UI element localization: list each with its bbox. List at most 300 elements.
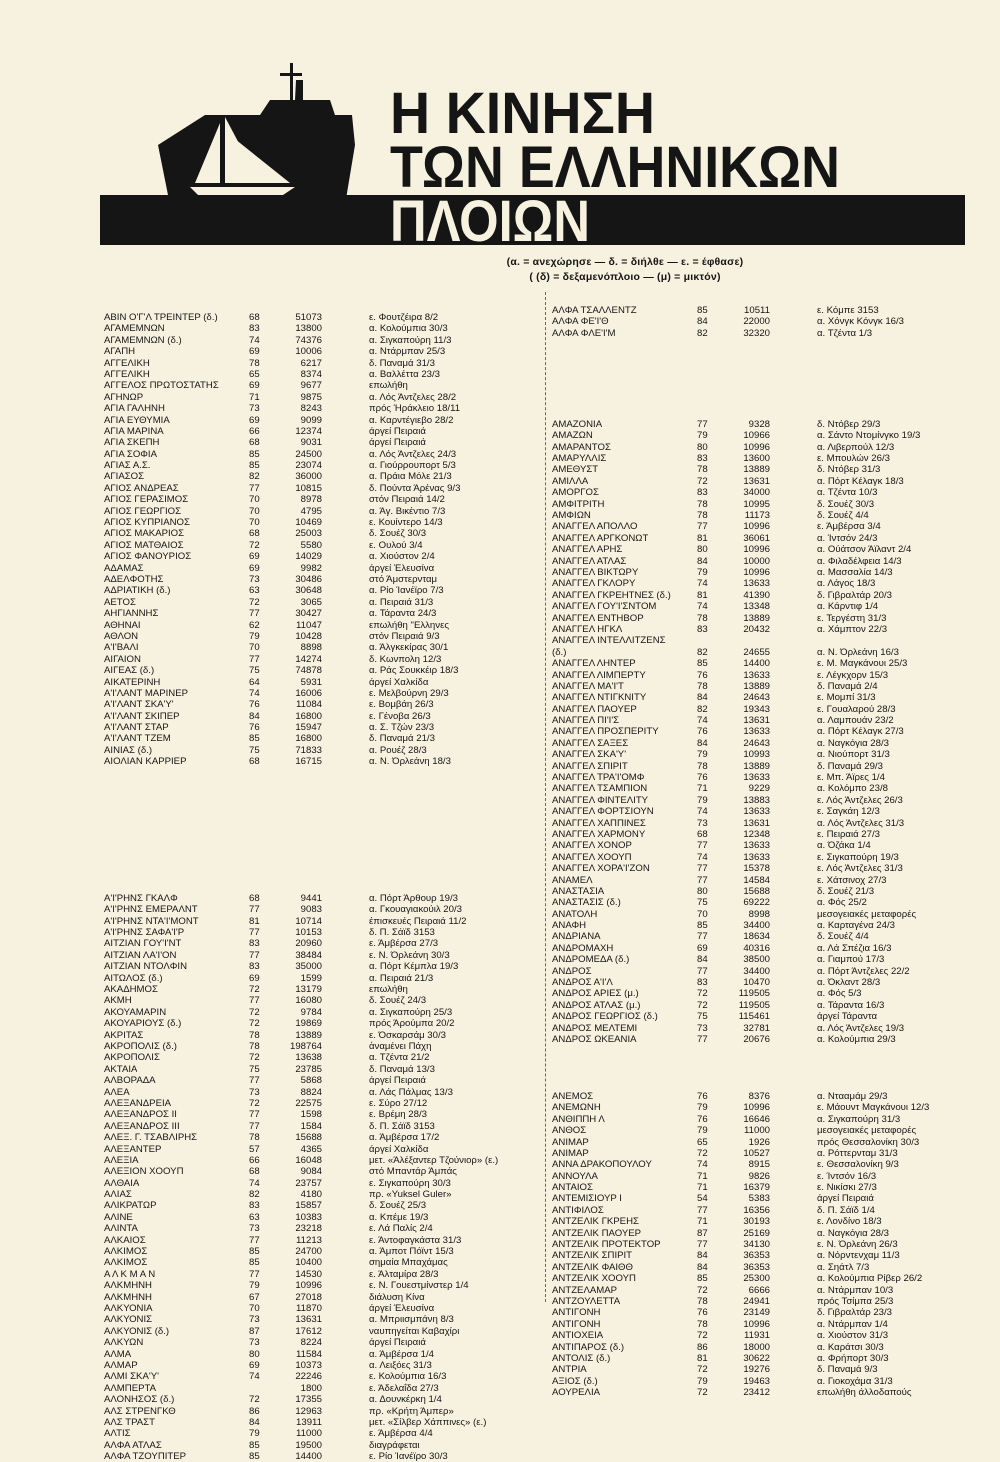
ship-row (104, 1383, 534, 1394)
ship-name: ΑΛΚΜΗΝΗ (104, 1280, 152, 1292)
ship-tonnage: 13889 (743, 680, 770, 692)
ship-age: 75 (697, 1011, 708, 1023)
ship-tonnage: 16800 (295, 733, 322, 745)
ship-row (552, 988, 982, 999)
title-line-3: ΠΛΟΙΩΝ (390, 189, 590, 250)
ship-status: α. Ντάρμπαν 10/3 (817, 1284, 894, 1296)
ship-age: 73 (249, 1223, 260, 1235)
ship-age: 72 (249, 1018, 260, 1030)
ship-status: α. Κάρντιφ 1/4 (817, 601, 879, 613)
ship-row (104, 551, 534, 562)
ship-name: ΑΓΙΟΣ ΓΕΩΡΓΙΟΣ (104, 505, 182, 517)
ship-name: ΑΚΟΥΑΡΙΟΥΣ (δ.) (104, 1018, 182, 1030)
ship-name: ΑΒΙΝ Ο'Γ'Λ ΤΡΕΙΝΤΕΡ (δ.) (104, 312, 218, 323)
ship-tonnage: 13889 (743, 760, 770, 772)
ship-name: ΑΝΑΓΓΕΛ ΑΡΗΣ (552, 544, 623, 556)
ship-row (104, 733, 534, 744)
ship-name: ΑΝΘΟΣ (552, 1125, 587, 1137)
ship-row (104, 1087, 534, 1098)
ship-status: ε. Άμβέρσα 3/4 (817, 521, 881, 533)
ship-row (552, 305, 982, 316)
ship-row (552, 920, 982, 931)
ship-row (552, 726, 982, 737)
ship-row (552, 966, 982, 977)
ship-tonnage: 10383 (295, 1211, 322, 1223)
ship-age: 85 (249, 1246, 260, 1258)
ship-status: α. Άλγκεκίρας 30/1 (369, 642, 449, 654)
ship-status: α. Ρίο Ίανέϊρο 7/3 (369, 585, 444, 597)
ship-age: 73 (697, 1022, 708, 1034)
ship-name: ΑΝΕΜΟΣ (552, 1090, 594, 1102)
ship-name: ΑΙΤΖΙΑΝ ΓΟΥ'Ι'ΝΤ (104, 938, 182, 950)
ship-name: ΑΝΙΜΑΡ (552, 1136, 589, 1148)
ship-row (552, 1011, 982, 1022)
ship-status: ε. Μπ. Άϊρες 1/4 (817, 772, 885, 784)
ship-status: επωλήθη "Ελληνες (369, 619, 449, 631)
ship-row (104, 950, 534, 961)
ship-age: 77 (249, 1075, 260, 1087)
ship-age: 70 (697, 908, 708, 920)
left-column (104, 312, 534, 1462)
ship-age: 81 (697, 532, 708, 544)
ship-tonnage: 32781 (743, 1022, 770, 1034)
ship-tonnage: 16356 (743, 1204, 770, 1216)
row-spacer (552, 351, 982, 362)
ship-name: ΑΗΓΙΑΝΝΗΣ (104, 608, 159, 620)
ship-name: ΑΝΑΓΓΕΛ ΗΓΚΛ (552, 623, 623, 635)
ship-tonnage: 30648 (295, 585, 322, 597)
ship-row (552, 1262, 982, 1273)
ship-tonnage: 11584 (296, 1348, 322, 1360)
ship-tonnage: 38484 (295, 949, 322, 961)
ship-age: 78 (697, 1295, 708, 1307)
ship-status: ε. Ν. Όρλεάνη 26/3 (817, 1239, 898, 1251)
ship-age: 86 (249, 1405, 260, 1417)
ship-row (552, 647, 982, 658)
ship-name: ΑΓΗΝΩΡ (104, 391, 144, 403)
ship-tonnage: 13889 (295, 1029, 322, 1041)
ship-age: 79 (697, 566, 708, 578)
ship-age: 74 (697, 1159, 708, 1171)
ship-name: ΑΔΕΛΦΟΤΗΣ (104, 573, 164, 585)
ship-name: ΑΜΙΛΛΑ (552, 475, 589, 487)
ship-tonnage: 24655 (743, 646, 770, 658)
ship-name: ΑΝΑΓΓΕΛ ΝΤΙΓΚΝΙΤΥ (552, 692, 647, 704)
row-spacer (104, 882, 534, 893)
row-spacer (104, 825, 534, 836)
ship-age: 77 (249, 927, 260, 939)
ship-tonnage: 6217 (300, 357, 322, 369)
ship-row (552, 977, 982, 988)
ship-tonnage: 10993 (743, 749, 770, 761)
ship-silhouette-icon (158, 63, 355, 205)
ship-status: α. Καρταγένα 24/3 (817, 920, 895, 932)
ship-row (104, 1223, 534, 1234)
ship-tonnage: 13633 (743, 806, 770, 818)
ship-name: ΑΝΤΕΜΙΣΙΟΥΡ Ι (552, 1193, 622, 1205)
ship-age: 77 (249, 653, 260, 665)
ship-tonnage: 9328 (748, 418, 770, 430)
ship-age: 83 (697, 623, 708, 635)
ship-status: α. Λός Άντζελες 19/3 (817, 1022, 905, 1034)
ship-tonnage: 8376 (748, 1090, 770, 1102)
ship-name: ΑΛΤΙΣ (104, 1428, 131, 1440)
ship-tonnage: 19869 (295, 1018, 322, 1030)
ship-row (552, 1296, 982, 1307)
ship-name: ΑΛΣ ΤΡΑΣΤ (104, 1416, 155, 1428)
ship-tonnage: 41390 (743, 589, 770, 601)
ship-age: 74 (249, 1371, 260, 1383)
ship-age: 80 (697, 885, 708, 897)
ship-tonnage: 19463 (743, 1375, 770, 1387)
ship-name: Α'Ι'ΛΑΝΤ ΣΤΑΡ (104, 722, 169, 734)
column-divider (545, 292, 547, 1302)
ship-row (552, 487, 982, 498)
ship-row (552, 1376, 982, 1387)
ship-status: α. Λά Σπέζια 16/3 (817, 942, 892, 954)
ship-name: Α'Ι'ΡΗΝΣ ΣΑΦΑ'Ι'Ρ (104, 927, 185, 939)
ship-row (552, 681, 982, 692)
ship-row (104, 1326, 534, 1337)
ship-name: ΑΝΑΓΓΕΛ ΧΟΡΑ'Ι'ΖΟΝ (552, 863, 650, 875)
ship-name: ΑΓΑΜΕΜΝΩΝ (δ.) (104, 334, 182, 346)
ship-status: α. Πόρτ Άντζελες 22/2 (817, 965, 910, 977)
ship-status: ε. Νικίσκι 27/3 (817, 1182, 877, 1194)
ship-tonnage: 23757 (295, 1177, 322, 1189)
ship-row (552, 476, 982, 487)
ship-age: 70 (249, 505, 260, 517)
ship-status: α. Ρόττερνταμ 31/3 (817, 1147, 898, 1159)
ship-status: α. Ράς Σουκκέιρ 18/3 (369, 665, 459, 677)
ship-age: 72 (697, 1284, 708, 1296)
ship-row (552, 1102, 982, 1113)
ship-row (104, 494, 534, 505)
ship-status: ε. Χάτσινοχ 27/3 (817, 874, 887, 886)
ship-age: 69 (249, 380, 260, 392)
ship-row (552, 1239, 982, 1250)
ship-age: 80 (697, 441, 708, 453)
ship-status: α. Ντάρμπαν 1/4 (817, 1318, 888, 1330)
ship-row (104, 927, 534, 938)
ship-status: επωλήθη (369, 380, 408, 392)
ship-status: ε. Ουλού 3/4 (369, 539, 423, 551)
ship-row (104, 756, 534, 767)
ship-row (552, 544, 982, 555)
ship-tonnage: 23074 (295, 460, 322, 472)
ship-status: πρ. «Κρήτη Άμπερ» (369, 1405, 454, 1417)
ship-tonnage: 30486 (295, 573, 322, 585)
ship-tonnage: 10714 (295, 915, 322, 927)
ship-age: 84 (697, 954, 708, 966)
ship-name: ΑΝΑΓΓΕΛ ΕΝΤΗΒΟΡ (552, 612, 644, 624)
ship-name: ΑΝΑΓΓΕΛ ΧΟΟΥΠ (552, 851, 632, 863)
ship-age: 76 (697, 1113, 708, 1125)
ship-age: 84 (697, 737, 708, 749)
row-spacer (552, 408, 982, 419)
ship-age: 78 (697, 464, 708, 476)
ship-name: ΑΙΚΑΤΕΡΙΝΗ (104, 676, 161, 688)
ship-tonnage: 8998 (748, 908, 770, 920)
ship-tonnage: 13631 (295, 1314, 322, 1326)
ship-row (552, 1023, 982, 1034)
ship-status: δ. Π. Σάϊδ 3153 (369, 1120, 435, 1132)
row-spacer (552, 396, 982, 407)
ship-tonnage: 15947 (295, 722, 322, 734)
ship-status: α. Λός Άντζελες 28/2 (369, 391, 457, 403)
ship-name: ΑΛΕΞΑΝΔΡΟΣ ΙΙ (104, 1109, 177, 1121)
ship-row (552, 829, 982, 840)
ship-row (104, 1417, 534, 1428)
ship-tonnage: 115461 (738, 1011, 770, 1023)
ship-row (104, 471, 534, 482)
ship-status: δ. Παναμά 13/3 (369, 1063, 435, 1075)
ship-row (552, 852, 982, 863)
ship-tonnage: 17612 (295, 1325, 322, 1337)
ship-age: 83 (697, 453, 708, 465)
ship-age: 72 (249, 984, 260, 996)
ship-status: δ. Πούντα Άρένας 9/3 (369, 482, 461, 494)
ship-tonnage: 12348 (743, 828, 770, 840)
ship-row (104, 415, 534, 426)
ship-name: ΑΝΤΖΕΛΙΚ ΠΡΟΤΕΚΤΟΡ (552, 1239, 661, 1251)
ship-status: πρός Θεσσαλονίκη 30/3 (817, 1136, 920, 1148)
ship-name: ΑΜΕΘΥΣΤ (552, 464, 599, 476)
ship-tonnage: 23412 (743, 1387, 770, 1399)
ship-age: 70 (249, 494, 260, 506)
ship-tonnage: 34400 (743, 965, 770, 977)
ship-tonnage: 35000 (295, 961, 322, 973)
ship-name: ΑΓΙΑ ΕΥΘΥΜΙΑ (104, 414, 170, 426)
ship-row (552, 533, 982, 544)
ship-row (104, 540, 534, 551)
ship-name: Α'Ι'ΡΗΝΣ ΝΤΑ'Ι'ΜΟΝΤ (104, 915, 199, 927)
ship-status: α. Βαλλέττα 23/3 (369, 368, 441, 380)
ship-row (104, 517, 534, 528)
ship-status: α. Κπέμε 19/3 (369, 1211, 429, 1223)
ship-status: α. Πόρτ Κέλαγκ 18/3 (817, 475, 904, 487)
ship-name: ΑΓΙΟΣ ΑΝΔΡΕΑΣ (104, 482, 179, 494)
ship-age: 75 (249, 744, 260, 756)
ship-name: ΑΛΙΚΡΑΤΩΡ (104, 1200, 157, 1212)
ship-row (552, 840, 982, 851)
ship-tonnage: 13633 (743, 578, 770, 590)
ship-row (552, 601, 982, 612)
ship-tonnage: 8898 (300, 642, 322, 654)
ship-age: 83 (249, 961, 260, 973)
ship-tonnage: 9875 (300, 391, 322, 403)
ship-row (552, 1137, 982, 1148)
ship-row (552, 886, 982, 897)
ship-name: ΑΙΟΛΙΑΝ ΚΑΡΡΙΕΡ (104, 756, 187, 768)
ship-name: ΑΓΙΑ ΜΑΡΙΝΑ (104, 425, 164, 437)
ship-age: 62 (249, 619, 260, 631)
ship-row (552, 419, 982, 430)
ship-row (104, 597, 534, 608)
ship-row (552, 795, 982, 806)
ship-tonnage: 119505 (738, 988, 770, 1000)
ship-row (552, 806, 982, 817)
ship-row (552, 772, 982, 783)
ship-name: ΑΝΤΙΠΑΡΟΣ (δ.) (552, 1341, 625, 1353)
ship-name: ΑΝΑΓΓΕΛ ΑΡΓΚΟΝΩΤ (552, 532, 649, 544)
ship-age: 85 (697, 920, 708, 932)
ship-status: ε. Κουίντερο 14/3 (369, 517, 443, 529)
ship-name: ΑΝΙΜΑΡ (552, 1147, 589, 1159)
ship-name: ΑΔΑΜΑΣ (104, 562, 144, 574)
ship-status: α. Όζάκα 1/4 (817, 840, 871, 852)
ship-tonnage: 198764 (289, 1041, 322, 1052)
ship-status: α. Ντααμάμ 29/3 (817, 1090, 888, 1102)
ship-age: 87 (249, 1325, 260, 1337)
ship-tonnage: 22000 (743, 316, 770, 328)
ship-tonnage: 23218 (295, 1223, 322, 1235)
ship-name: ΑΝΤΖΕΛΙΚ ΓΚΡΕΗΣ (552, 1216, 639, 1228)
ship-age: 77 (249, 608, 260, 620)
ship-status: ε. Άδελαΐδα 27/3 (369, 1382, 439, 1394)
ship-row (552, 453, 982, 464)
ship-row (104, 369, 534, 380)
ship-tonnage: 16048 (295, 1154, 322, 1166)
legend-abbreviations: (α. = ανεχώρησε — δ. = διήλθε — ε. = έφθασε) (506, 256, 744, 268)
ship-tonnage: 13889 (743, 464, 770, 476)
ship-tonnage: 17355 (295, 1394, 322, 1406)
ship-status: δ. Ντόβερ 31/3 (817, 464, 881, 476)
ship-row (104, 1428, 534, 1439)
ship-name: ΑΛΦΑ ΤΣΑΛΛΕΝΤΖ (552, 305, 637, 316)
ship-name: ΑΝΔΡΟΣ ΜΕΛΤΕΜΙ (552, 1022, 638, 1034)
ship-row (552, 692, 982, 703)
ship-age: 66 (249, 1154, 260, 1166)
ship-name: ΑΓΑΜΕΜΝΩΝ (104, 323, 165, 335)
ship-tonnage: 34130 (743, 1239, 770, 1251)
ship-row (104, 1109, 534, 1120)
ship-status: δ. Σουέζ 4/4 (817, 510, 869, 522)
ship-age: 77 (249, 1109, 260, 1121)
ship-tonnage: 5868 (300, 1075, 322, 1087)
row-spacer (104, 779, 534, 790)
ship-age: 77 (249, 482, 260, 494)
ship-status: α. Πόρτ Άρθουρ 19/3 (369, 892, 458, 904)
ship-name: ΑΝΑΓΓΕΛ ΦΙΝΤΕΛΙΤΥ (552, 794, 649, 806)
ship-name: ΑΝΤΖΕΛΙΚ ΦΑΙΘΘ (552, 1261, 633, 1273)
ship-row (104, 1440, 534, 1451)
ship-status: α. Γιοκοχάμα 31/3 (817, 1375, 893, 1387)
ship-row (552, 1205, 982, 1216)
ship-tonnage: 10470 (743, 977, 770, 989)
ship-status: α. Άγ. Βικέντιο 7/3 (369, 505, 446, 517)
ship-row (104, 1178, 534, 1189)
ship-age: 82 (697, 646, 708, 658)
ship-row (552, 316, 982, 327)
ship-age: 69 (249, 1359, 260, 1371)
ship-name: ΑΛΚΙΜΟΣ (104, 1246, 148, 1258)
ship-tonnage: 24700 (295, 1246, 322, 1258)
ship-age: 72 (249, 1052, 260, 1064)
ship-row (104, 574, 534, 585)
ship-tonnage: 119505 (738, 999, 770, 1011)
ship-status: ε. Ίντσόν 16/3 (817, 1170, 877, 1182)
ship-name: ΑΝΤΙΦΙΛΟΣ (552, 1204, 604, 1216)
ship-name: ΑΛΦΑ ΤΖΟΥΠΙΤΕΡ (104, 1451, 187, 1462)
ship-tonnage: 14584 (743, 874, 770, 886)
ship-name: ΑΝΤΙΓΟΝΗ (552, 1318, 601, 1330)
ship-status: ε. Άλταμίρα 28/3 (369, 1268, 439, 1280)
ship-status: α. Σιγκαπούρη 11/3 (369, 334, 452, 346)
ship-row (104, 403, 534, 414)
ship-name: ΑΜΑΖΟΝΙΑ (552, 418, 603, 430)
row-spacer (104, 813, 534, 824)
ship-status: α. Σ. Τζών 23/3 (369, 722, 435, 734)
ship-tonnage: 13600 (743, 453, 770, 465)
ship-row (104, 688, 534, 699)
ship-status: α. Λός Άντζελες 24/3 (369, 448, 457, 460)
ship-row (104, 938, 534, 949)
ship-name: ΑΝΤΖΕΛΑΜΑΡ (552, 1284, 618, 1296)
ship-tonnage: 24643 (743, 737, 770, 749)
ship-name: ΑΜΑΡΑΝΤΟΣ (552, 441, 611, 453)
ship-age: 77 (697, 863, 708, 875)
ship-age: 67 (249, 1291, 260, 1303)
ship-tonnage: 1598 (300, 1109, 322, 1121)
ship-age: 85 (249, 1439, 260, 1451)
ship-name: ΑΝΑΓΓΕΛ ΙΝΤΕΛΛΙΤΖΕΝΣ (552, 635, 666, 647)
ship-name: ΑΝΑΓΓΕΛ ΠΙ'Ι'Σ (552, 715, 620, 727)
ship-row (104, 346, 534, 357)
ship-status: α. Φός 5/3 (817, 988, 862, 1000)
ship-name: ΑΝΑΓΓΕΛ ΛΗΝΤΕΡ (552, 658, 636, 670)
ship-status: άργεί Χαλκίδα (369, 1143, 429, 1155)
ship-status: α. Ναγκόγια 28/3 (817, 1227, 889, 1239)
ship-age: 85 (249, 460, 260, 472)
ship-age: 73 (249, 1314, 260, 1326)
ship-row (104, 608, 534, 619)
ship-age: 77 (249, 995, 260, 1007)
ship-name: ΑΓΓΕΛΙΚΗ (104, 357, 150, 369)
ship-status: α. Πόρτ Κέλαγκ 27/3 (817, 726, 904, 738)
ship-age: 87 (697, 1227, 708, 1239)
ship-tonnage: 10996 (743, 521, 770, 533)
ship-row (552, 1250, 982, 1261)
ship-name: ΑΜΦΙΩΝ (552, 510, 591, 522)
ship-row (104, 1257, 534, 1268)
ship-row (104, 699, 534, 710)
ship-row (104, 722, 534, 733)
ship-age: 85 (249, 1451, 260, 1462)
ship-age: 82 (249, 1189, 260, 1201)
ship-status: πρός Ήράκλειο 18/11 (369, 403, 461, 415)
ship-status: α. Λάς Πάλμας 13/3 (369, 1086, 453, 1098)
ship-tonnage: 25169 (743, 1227, 770, 1239)
ship-tonnage: 10511 (744, 305, 770, 316)
ship-name: ΑΛΙΝΕ (104, 1211, 133, 1223)
ship-status: ε. Φουτζέιρα 8/2 (369, 312, 439, 323)
ship-status: άργεί Πειραιά (369, 1337, 426, 1349)
ship-row (104, 312, 534, 323)
ship-row (552, 658, 982, 669)
ship-age: 73 (249, 573, 260, 585)
ship-status: δ. Γιβραλτάρ 23/3 (817, 1307, 892, 1319)
ship-name: ΑΝΑΜΕΛ (552, 874, 593, 886)
ship-row (104, 1144, 534, 1155)
ship-row (552, 635, 982, 646)
ship-status: α. Ντάρμπαν 25/3 (369, 346, 446, 358)
ship-status: α. Μασσαλία 14/3 (817, 566, 893, 578)
ship-age: 77 (697, 874, 708, 886)
ship-status: α. Γιούρρουπορτ 5/3 (369, 460, 456, 472)
ship-row (552, 1182, 982, 1193)
ship-name: ΑΝΑΓΓΕΛ ΒΙΚΤΩΡΥ (552, 566, 639, 578)
ship-tonnage: 11213 (296, 1234, 322, 1246)
